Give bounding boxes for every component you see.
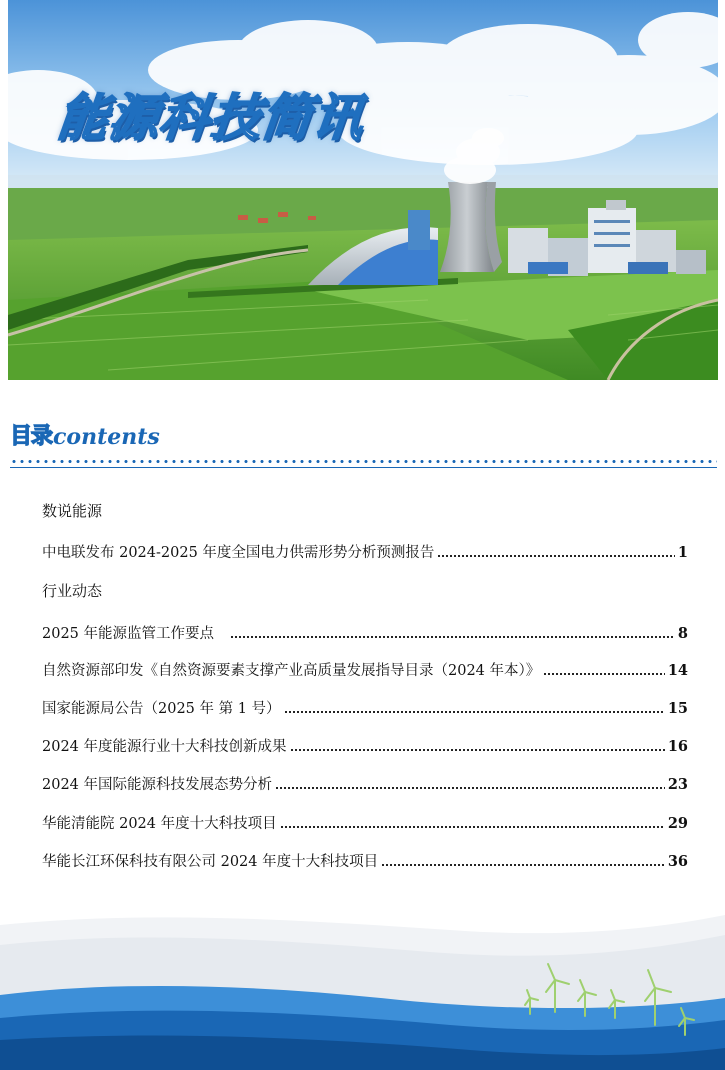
toc-entry-page: 23 — [667, 776, 688, 793]
dot-leader — [230, 634, 675, 640]
toc-heading-en: contents — [53, 424, 160, 450]
dotted-divider — [10, 460, 717, 463]
toc-entry-page: 36 — [667, 853, 688, 870]
dot-leader — [280, 824, 665, 830]
dot-leader — [543, 671, 665, 677]
section-title-industry-news: 行业动态 — [42, 582, 103, 600]
toc-entry-page: 8 — [677, 625, 688, 642]
toc-entry-title: 华能清能院 2024 年度十大科技项目 — [42, 816, 277, 832]
power-plant-photo — [8, 0, 718, 380]
toc-entry-page: 1 — [677, 544, 688, 561]
toc-entry-title: 2024 年国际能源科技发展态势分析 — [42, 777, 273, 793]
toc-heading-cn: 目录 — [10, 424, 53, 449]
section-title-data-energy: 数说能源 — [42, 502, 103, 520]
toc-entry[interactable] — [42, 735, 688, 757]
toc-entry-title: 国家能源局公告（2025 年 第 1 号） — [42, 701, 281, 717]
toc-entry-title: 2024 年度能源行业十大科技创新成果 — [42, 739, 287, 755]
toc-entry[interactable] — [42, 541, 688, 563]
solid-divider — [10, 467, 717, 468]
toc-entry[interactable] — [42, 697, 688, 719]
toc-entry-title: 中电联发布 2024-2025 年度全国电力供需形势分析预测报告 — [42, 545, 435, 561]
dot-leader — [290, 747, 665, 753]
toc-entry-page: 16 — [667, 738, 688, 755]
toc-entry-title: 2025 年能源监管工作要点 — [42, 626, 215, 642]
toc-entry[interactable] — [42, 773, 688, 795]
toc-heading — [10, 420, 160, 450]
dot-leader — [437, 553, 674, 559]
toc-entry[interactable] — [42, 850, 688, 872]
hero-banner — [8, 0, 718, 380]
toc-entry-title: 华能长江环保科技有限公司 2024 年度十大科技项目 — [42, 854, 379, 870]
toc-entry[interactable] — [42, 622, 688, 644]
dot-leader — [381, 862, 665, 868]
dot-leader — [284, 709, 665, 715]
toc-entry[interactable] — [42, 659, 688, 681]
toc-entry-page: 29 — [667, 815, 688, 832]
toc-entry[interactable] — [42, 812, 688, 834]
dot-leader — [275, 785, 665, 791]
toc-entry-title: 自然资源部印发《自然资源要素支撑产业高质量发展指导目录（2024 年本）》 — [42, 663, 541, 679]
banner-title: 能源科技简讯 — [54, 89, 367, 147]
toc-entry-page: 15 — [667, 700, 688, 717]
toc-entry-page: 14 — [667, 662, 688, 679]
footer-wave-decoration — [0, 900, 725, 1070]
